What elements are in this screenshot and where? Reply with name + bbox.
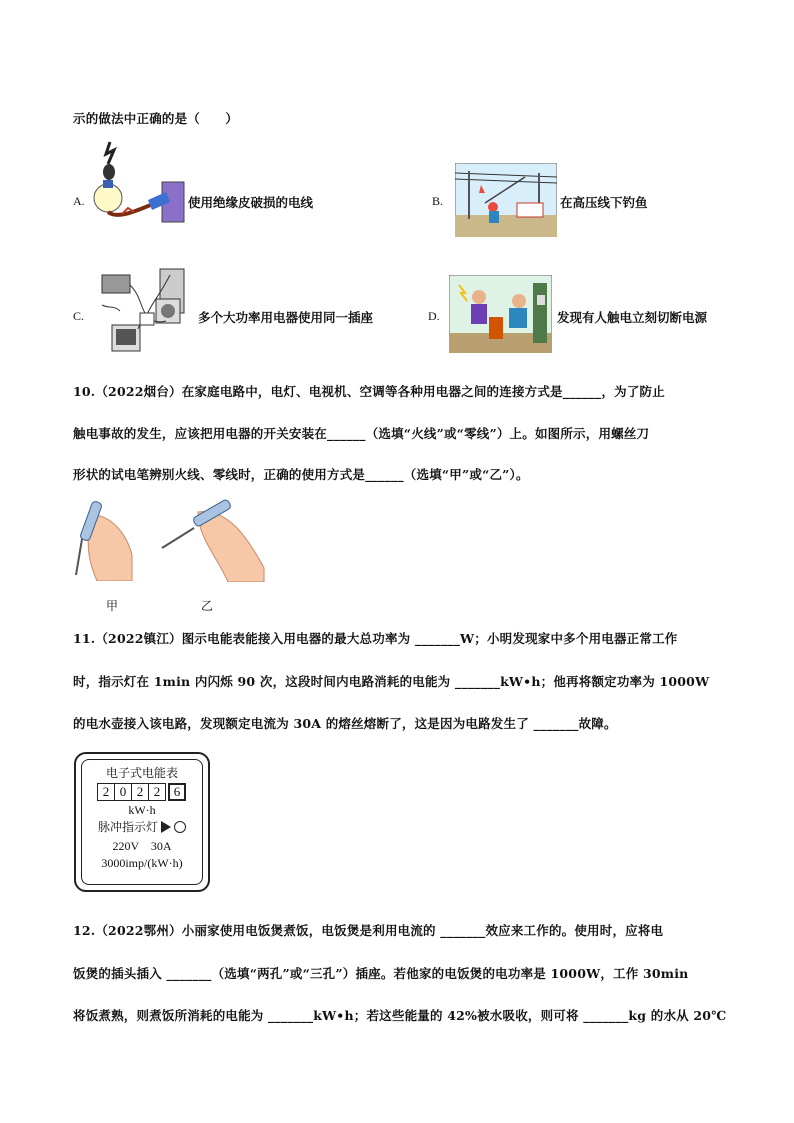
option-d-letter: D. [428,309,440,323]
question-12-line-1: 12.（2022鄂州）小丽家使用电饭煲煮饭，电饭煲是利用电流的 _______效应来工作的。使用时，应将电 [73,923,664,938]
question-10-line-2: 触电事故的发生，应该把用电器的开关安装在______（选填“火线”或“零线”）上。如图所示，用螺丝刀 [73,426,650,441]
meter-title: 电子式电能表 [105,766,178,780]
option-c-picture [100,265,192,361]
meter-digit: 2 [148,783,166,801]
label-yi: 乙 [201,599,214,613]
meter-digits [82,783,202,801]
option-b-picture [455,163,557,241]
meter-digit: 2 [97,783,115,801]
question-11-line-1: 11.（2022镇江）图示电能表能接入用电器的最大总功率为 _______W；小明发现家中多个用电器正常工作 [73,631,678,646]
meter-digit-decimal: 6 [168,783,186,801]
energy-meter [74,752,210,892]
meter-rating: 220V 30A [112,839,172,853]
meter-pulse-row [82,818,202,835]
play-triangle-icon [161,821,171,833]
option-a-letter: A. [73,194,85,208]
meter-digit: 0 [114,783,132,801]
meter-pulse-label: 脉冲指示灯 [97,820,158,834]
indicator-light-icon [174,821,186,833]
option-b-letter: B. [432,194,444,208]
label-jia: 甲 [106,599,119,613]
question-11-line-3: 的电水壶接入该电路，发现额定电流为 30A 的熔丝熔断了，这是因为电路发生了 _______故障。 [73,716,617,731]
question-9-tail: 示的做法中正确的是（ ） [73,111,239,126]
test-pen-picture-jia [72,495,152,585]
meter-unit: kW·h [128,803,156,817]
option-a-picture [88,140,188,236]
meter-constant: 3000imp/(kW·h) [101,856,183,870]
option-b-text: 在高压线下钓鱼 [560,195,648,210]
question-11-line-2: 时，指示灯在 1min 内闪烁 90 次，这段时间内电路消耗的电能为 _______kW•h；他再将额定功率为 1000W [73,674,710,689]
option-a-text: 使用绝缘皮破损的电线 [188,195,314,210]
meter-digit: 2 [131,783,149,801]
option-d-text: 发现有人触电立刻切断电源 [557,310,708,325]
option-c-text: 多个大功率用电器使用同一插座 [198,310,374,325]
option-c-letter: C. [73,309,85,323]
option-d-picture [449,275,552,357]
test-pen-picture-yi [158,498,268,586]
question-12-line-3: 将饭煮熟，则煮饭所消耗的电能为 _______kW•h；若这些能量的 42%被水吸收，则可将 _______kg 的水从 20℃ [73,1008,727,1023]
question-12-line-2: 饭煲的插头插入 _______（选填“两孔”或“三孔”）插座。若他家的电饭煲的电功率是 1000W，工作 30min [73,966,689,981]
question-10-line-3: 形状的试电笔辨别火线、零线时，正确的使用方式是______（选填“甲”或“乙”）。 [73,467,529,482]
question-10-line-1: 10.（2022烟台）在家庭电路中，电灯、电视机、空调等各种用电器之间的连接方式是______，为了防止 [73,384,665,399]
